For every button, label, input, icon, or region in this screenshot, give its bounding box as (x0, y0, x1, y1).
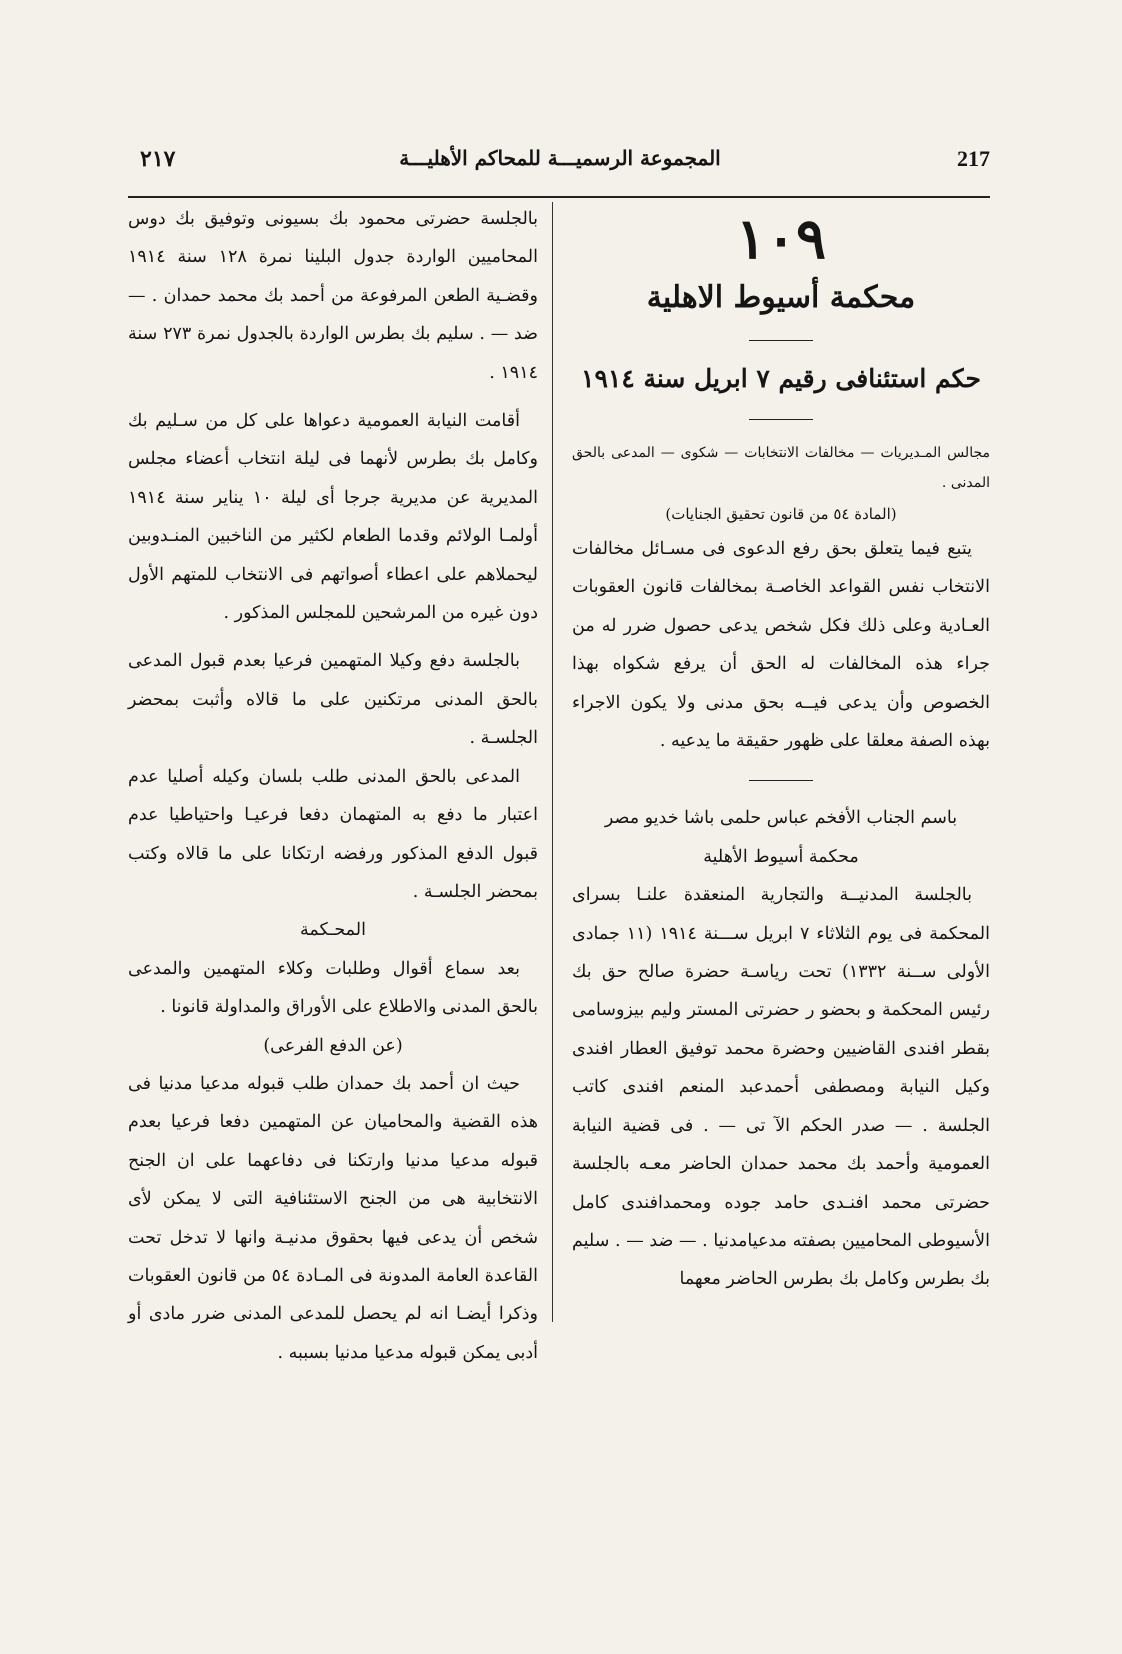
plaintiff-paragraph: المدعى بالحق المدنى طلب بلسان وكيله أصليا عدم اعتبار ما دفع به المتهمان دفعا فرعيـا واحتياطيا عدم قبول الدفع المذكور ورفضه ارتكانا على ما قالاه وكتب بمحضر الجلسـة . (128, 766, 538, 902)
reasoning-paragraph: حيث ان أحمد بك حمدان طلب قبوله مدعيا مدنيا فى هذه القضية والمحاميان عن المتهمين دفعا فرعيا بعدم قبوله مدعيا مدنيا وارتكنا فى دفاعهما على ان الجنح الانتخابية هى من الجنح الاستئنافية التى لا يمكن لأى شخص أن يدعى فيها بحقوق مدنيـة وانها لا تدخل تحت القاعدة العامة المدونة فى المـادة ٥٤ من قانون العقوبات وذكرا أيضـا انه لم يحصل للمدعى المدنى ضرر مادى أو أدبى يمكن قبوله مدعيا مدنيا بسببه . (128, 1073, 538, 1363)
invocation-line: باسم الجناب الأفخم عباس حلمى باشا خديو مصر (604, 808, 958, 829)
deliberation-paragraph: بعد سماع أقوال وطلبات وكلاء المتهمين والمدعى بالحق المدنى والاطلاع على الأوراق والمداولة قانونا . (128, 958, 538, 1018)
page-number-latin: 217 (957, 146, 990, 171)
court-name: محكمة أسيوط الاهلية (646, 280, 916, 315)
page-header (130, 146, 990, 186)
separator-rule (749, 340, 813, 341)
prosecution-paragraph: أقامت النيابة العمومية دعواها على كل من سـليم بك وكامل بك بطرس لأنهما فى ليلة انتخاب أعضاء مجلس المديرية عن مديرية جرجا أى ليلة ١٠ يناير سنة ١٩١٤ أولمـا الولائم وقدما الطعام لكثير من الناخبين المنـدوبين ليحملاهم على اعطاء أصواتهم فى الانتخاب للمتهم الأول دون غيره من المرشحين للمجلس المذكور . (128, 411, 538, 624)
defense-paragraph: بالجلسة دفع وكيلا المتهمين فرعيا بعدم قبول المدعى بالحق المدنى مرتكنين على ما قالاه وأثبت بمحضر الجلسـة . (128, 651, 538, 749)
article-reference: (المادة ٥٤ من قانون تحقيق الجنايات) (665, 505, 897, 523)
court-line: محكمة أسيوط الأهلية (703, 846, 859, 867)
separator-rule (749, 780, 813, 781)
right-column (572, 200, 990, 1299)
parties-paragraph: بالجلسة حضرتى محمود بك بسيونى وتوفيق بك دوس المحاميين الواردة جدول البلينا نمرة ١٢٨ سنة ١٩١٤ وقضـية الطعن المرفوعة من أحمد بك محمد حمدان . — ضد — . سليم بك بطرس الواردة بالجدول نمرة ٢٧٣ سنة ١٩١٤ . (128, 209, 538, 383)
left-column (128, 200, 538, 1372)
session-paragraph: بالجلسة المدنيــة والتجارية المنعقدة علنـا بسراى المحكمة فى يوم الثلاثاء ٧ ابريل ســـنة ١٩١٤ (١١ جمادى الأولى ســنة ١٣٣٢) تحت رياسـة حضرة صالح حق بك رئيس المحكمة و بحضو ر حضرتى المستر وليم بيزوسامى بقطر افندى القاضيين وحضرة محمد توفيق العطار افندى وكيل النيابة ومصطفى أحمدعبد المنعم افندى كاتب الجلسة . — صدر الحكم الآ تى — . فى قضية النيابة العمومية وأحمد بك محمد حمدان الحاضر معـه بالجلسة حضرتى محمد افنـدى حامد جوده ومحمدافندى كامل الأسيوطى المحاميين بصفته مدعيامدنيا . — ضد — . سليم بك بطرس وكامل بك بطرس الحاضر معهما (572, 885, 990, 1290)
column-divider (552, 202, 553, 1322)
judgment-title: حكم استئنافى رقيم ٧ ابريل سنة ١٩١٤ (581, 364, 981, 393)
header-rule (128, 196, 990, 198)
separator-rule (749, 419, 813, 420)
running-title: المجموعة الرسميـــة للمحاكم الأهليـــة (399, 146, 721, 170)
subheading: (عن الدفع الفرعى) (263, 1035, 403, 1056)
page-number-arabic: ٢١٧ (140, 146, 176, 172)
case-number: ١٠٩ (735, 206, 827, 272)
summary-paragraph: يتبع فيما يتعلق بحق رفع الدعوى فى مسـائل مخالفات الانتخاب نفس القواعد الخاصـة بمخالفات قانون العقوبات العـادية وعلى ذلك فكل شخص يدعى حصول ضرر له من جراء هذه المخالفات له الحق أن يرفع شكواه بهذا الخصوص وأن يدعى فيــه بحق مدنى ولا يكون الاجراء بهذه الصفة معلقا على ظهور حقيقة ما يدعيه . (572, 539, 990, 752)
keywords: مجالس المـديريات — مخالفات الانتخابات — شكوى — المدعى بالحق المدنى . (572, 445, 990, 491)
court-heading: المحـكمة (300, 920, 366, 941)
